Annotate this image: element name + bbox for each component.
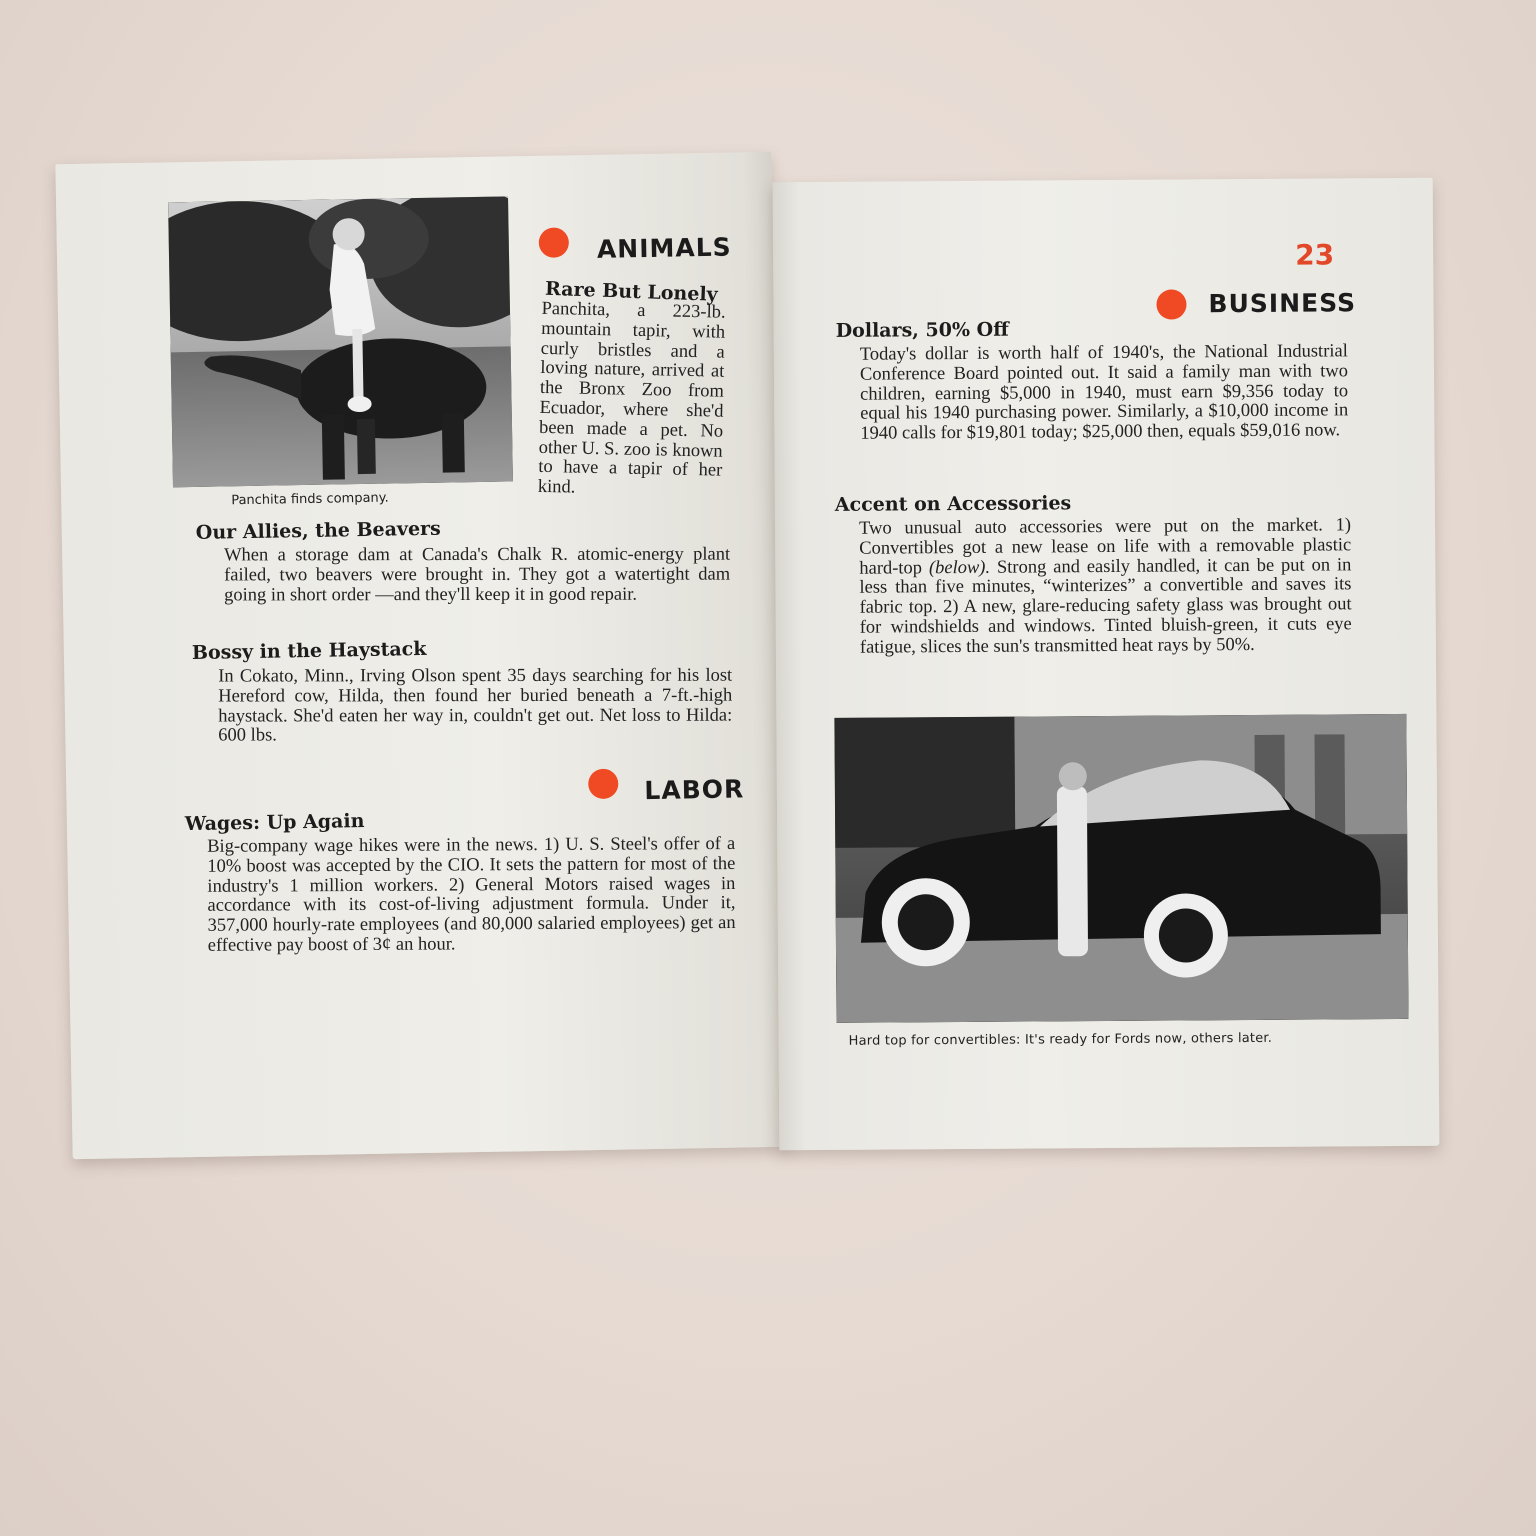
- tapir-photo-caption: Panchita finds company.: [231, 490, 389, 509]
- headline-dollars-50-off: Dollars, 50% Off: [835, 318, 1009, 342]
- article-accent-text-1: Two unusual auto accessories were put on the market. 1) Convertibles got a new lease on life with a removable plastic hard-top: [858, 515, 1352, 579]
- article-rare-but-lonely: Panchita, a 223-lb. mountain tapir, with curly bristles and a loving nature, arrived at the Bronx Zoo from Ecuador, where she'd been made a pet. No other U. S. zoo is known to have a tapir of her kind.: [537, 298, 726, 498]
- section-title-labor: LABOR: [644, 774, 745, 806]
- article-our-allies-the-beavers: When a storage dam at Canada's Chalk R. atomic-energy plant failed, two beavers were brought in. They got a watertight dam going in short order —and they'll keep it in good repair.: [224, 544, 731, 606]
- animals-bullet-icon: [539, 227, 570, 258]
- section-title-business: BUSINESS: [1208, 288, 1357, 319]
- labor-bullet-icon: [588, 769, 619, 800]
- left-page: [55, 152, 788, 1159]
- tapir-photo: [168, 196, 513, 487]
- right-page: [773, 178, 1440, 1151]
- article-bossy-in-the-haystack: In Cokato, Minn., Irving Olson spent 35 days searching for his lost Hereford cow, Hilda, then found her buried beneath a 7-ft.-high haystack. She'd eaten her way in, couldn't get out. Net loss to Hilda: 600 lbs.: [218, 665, 733, 746]
- article-wages-up-again: Big-company wage hikes were in the news. 1) U. S. Steel's offer of a 10% boost was accepted by the CIO. It sets the pattern for most of the industry's 1 million workers. 2) General Motors raised wages in accordance with its cost-of-living adjustment formula. Under it, 357,000 hourly-rate employees (and 80,000 salaried employees) get an effective pay boost of 3¢ an hour.: [207, 834, 736, 956]
- convertible-photo: [834, 714, 1408, 1023]
- headline-rare-but-lonely: Rare But Lonely: [544, 277, 719, 306]
- article-accent-text-2: Strong and easily handled, it can be put on in less than five minutes, “winterizes” a convertible and saves its fabric top. 2) A new, glare-reducing safety glass was brought out for windshields and windows. Tinted bluish-green, it cuts eye fatigue, slices the sun's transmitted heat rays by 50%.: [859, 554, 1352, 658]
- headline-bossy-in-the-haystack: Bossy in the Haystack: [191, 637, 427, 665]
- headline-wages-up-again: Wages: Up Again: [184, 810, 365, 836]
- page-number: 23: [1295, 238, 1335, 272]
- business-bullet-icon: [1156, 289, 1186, 319]
- article-accent-on-accessories: [859, 516, 1352, 658]
- headline-accent-on-accessories: Accent on Accessories: [834, 492, 1072, 516]
- article-accent-italic: (below).: [928, 557, 991, 578]
- article-dollars-50-off: Today's dollar is worth half of 1940's, the National Industrial Conference Board pointed out. It said a family man with two children, earning $5,000 in 1940, must earn $9,356 today to equal his 1940 purchasing power. Similarly, a $10,000 income in 1940 calls for $19,801 today; $25,000 then, equals $59,016 now.: [859, 341, 1349, 444]
- section-title-animals: ANIMALS: [596, 232, 732, 264]
- convertible-photo-caption: Hard top for convertibles: It's ready for Fords now, others later.: [848, 1030, 1273, 1049]
- headline-our-allies-the-beavers: Our Allies, the Beavers: [195, 517, 441, 544]
